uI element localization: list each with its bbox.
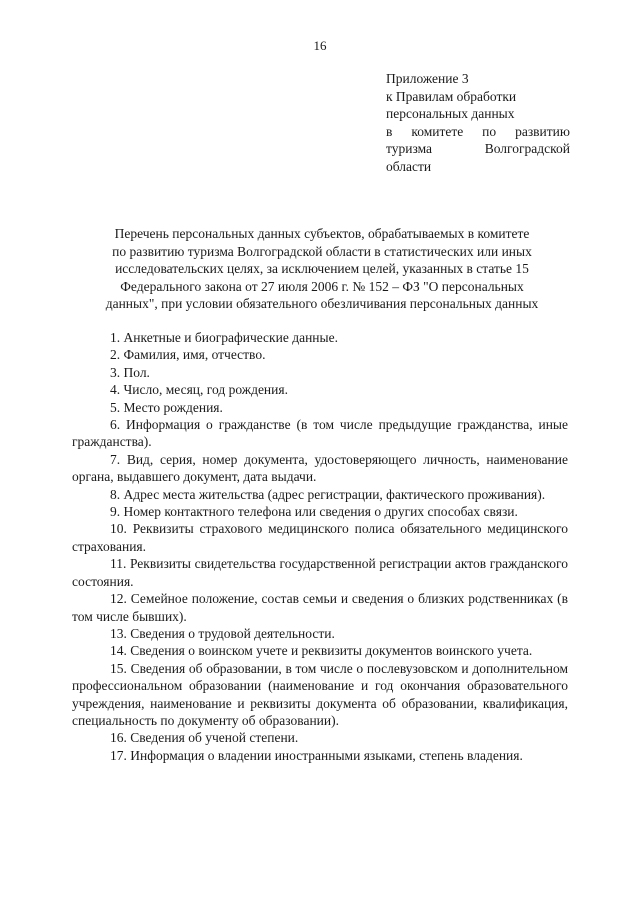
appendix-line: Приложение 3 [386,71,469,86]
heading-line: данных", при условии обязательного обезличивания персональных данных [105,296,539,311]
heading-line: по развитию туризма Волгоградской области в статистических или иных [112,243,532,259]
list-item: 15. Сведения об образовании, в том числе о послевузовском и дополнительном профессиональном образовании (наименование и год окончания образовательного учреждения, наименование и реквизиты документа об образовании, квалификация, специальность по документу об образовании). [72,660,568,728]
list-item: 10. Реквизиты страхового медицинского полиса обязательного медицинского страхования. [72,521,568,554]
list-item: 4. Число, месяц, год рождения. [110,382,288,398]
appendix-line: туризма Волгоградской [386,141,570,156]
list-item: 13. Сведения о трудовой деятельности. [110,625,335,641]
appendix-line: персональных данных [386,106,515,121]
list-item: 11. Реквизиты свидетельства государственной регистрации актов гражданского состояния. [72,556,568,589]
appendix-note [386,70,570,175]
list-item: 3. Пол. [110,364,150,380]
list-item: 5. Место рождения. [110,399,223,415]
appendix-line: области [386,158,432,174]
heading-line: Федерального закона от 27 июля 2006 г. № 152 – ФЗ "О персональных [120,278,524,294]
appendix-line: в комитете по развитию [386,123,570,139]
document-heading [72,225,572,313]
list-item: 2. Фамилия, имя, отчество. [110,347,266,363]
list-item: 14. Сведения о воинском учете и реквизиты документов воинского учета. [110,643,533,659]
list-item: 16. Сведения об ученой степени. [110,730,299,746]
heading-line: Перечень персональных данных субъектов, обрабатываемых в комитете [114,226,530,241]
list-item: 17. Информация о владении иностранными языками, степень владения. [110,747,523,763]
page-number: 16 [313,38,327,53]
personal-data-list [72,329,568,764]
list-item: 6. Информация о гражданстве (в том числе предыдущие гражданства, иные гражданства). [72,417,568,450]
list-item: 12. Семейное положение, состав семьи и сведения о близких родственниках (в том числе бывших). [72,591,568,624]
heading-line: исследовательских целях, за исключением целей, указанных в статье 15 [115,261,529,276]
list-item: 9. Номер контактного телефона или сведения о других способах связи. [110,504,518,520]
list-item: 1. Анкетные и биографические данные. [110,330,338,345]
list-item: 8. Адрес места жительства (адрес регистрации, фактического проживания). [110,486,546,502]
appendix-line: к Правилам обработки [386,88,517,104]
list-item: 7. Вид, серия, номер документа, удостоверяющего личность, наименование органа, выдавшего документ, дата выдачи. [72,451,568,485]
